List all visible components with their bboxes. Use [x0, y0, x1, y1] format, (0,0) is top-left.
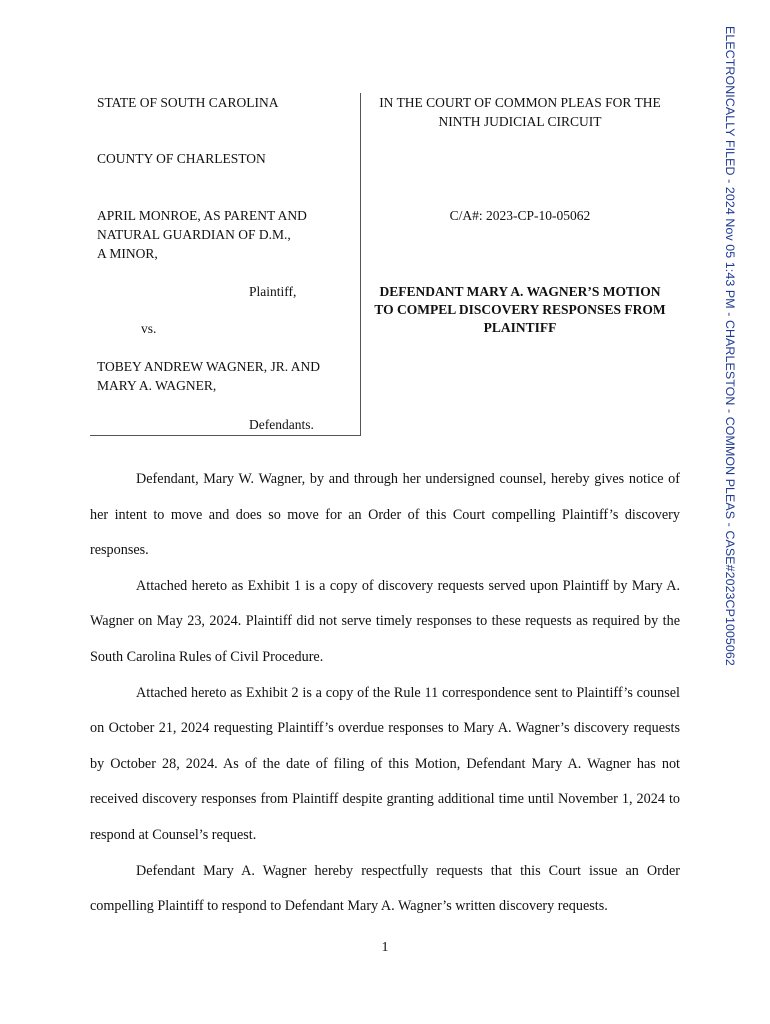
motion-title — [370, 283, 670, 337]
defendant-line: MARY A. WAGNER, — [97, 378, 217, 393]
defendants-label: Defendants. — [249, 417, 314, 432]
defendant-line: TOBEY ANDREW WAGNER, JR. AND — [97, 359, 321, 374]
case-number: C/A#: 2023-CP-10-05062 — [449, 208, 591, 223]
versus-label: vs. — [141, 321, 157, 336]
body-paragraph: Attached hereto as Exhibit 2 is a copy of the Rule 11 correspondence sent to Plaintiff’s counsel on October 21, 2024 requesting Plaintiff’s overdue responses to Mary A. Wagner’s discovery requests by October 28, 2024. As of the date of filing of this Motion, Defendant Mary A. Wagner has not received discovery responses from Plaintiff despite granting additional time until November 1, 2024 to respond at Counsel’s request. — [90, 684, 680, 843]
caption-plaintiff — [97, 206, 347, 263]
body-paragraph: Defendant Mary A. Wagner hereby respectfully requests that this Court issue an Order compelling Plaintiff to respond to Defendant Mary A. Wagner’s written discovery requests. — [90, 862, 680, 915]
body-paragraph: Defendant, Mary W. Wagner, by and through her undersigned counsel, hereby gives notice of her intent to move and does so move for an Order of this Court compelling Plaintiff’s discovery responses. — [90, 471, 680, 559]
plaintiff-line: A MINOR, — [97, 246, 158, 261]
plaintiff-line: NATURAL GUARDIAN OF D.M., — [97, 227, 291, 242]
body-paragraph: Attached hereto as Exhibit 1 is a copy of discovery requests served upon Plaintiff by Mary A. Wagner on May 23, 2024. Plaintiff did not serve timely responses to these requests as required by the South Carolina Rules of Civil Procedure. — [90, 577, 680, 665]
plaintiff-label: Plaintiff, — [249, 284, 297, 299]
caption-state: STATE OF SOUTH CAROLINA — [97, 95, 279, 110]
court-name — [370, 93, 670, 131]
caption-county: COUNTY OF CHARLESTON — [97, 151, 266, 166]
court-line: IN THE COURT OF COMMON PLEAS FOR THE — [379, 95, 661, 110]
plaintiff-line: APRIL MONROE, AS PARENT AND — [97, 208, 307, 223]
caption-defendants — [97, 357, 347, 395]
electronic-filing-stamp: ELECTRONICALLY FILED - 2024 Nov 05 1:43 PM - CHARLESTON - COMMON PLEAS - CASE#2023CP1005062 — [723, 26, 737, 666]
court-line: NINTH JUDICIAL CIRCUIT — [438, 114, 602, 129]
title-line: TO COMPEL DISCOVERY RESPONSES FROM — [374, 302, 666, 317]
caption-horizontal-rule — [90, 435, 361, 436]
caption-vertical-rule — [360, 93, 361, 435]
title-line: PLAINTIFF — [483, 320, 557, 335]
page-number: 1 — [381, 940, 389, 955]
motion-body — [90, 462, 680, 925]
title-line: DEFENDANT MARY A. WAGNER’S MOTION — [379, 284, 661, 299]
